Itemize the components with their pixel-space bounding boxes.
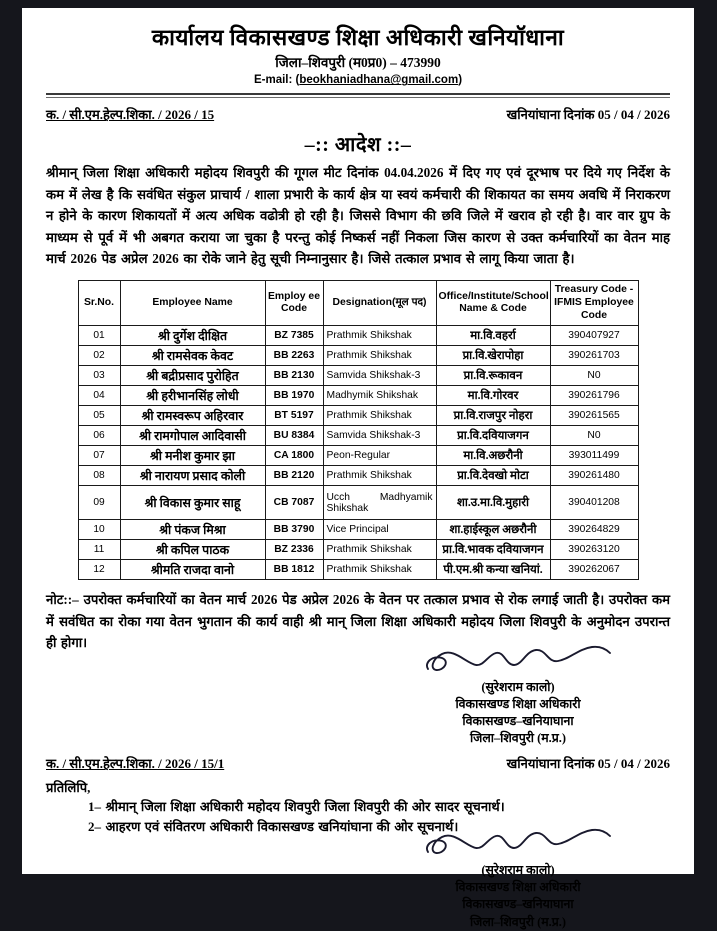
cell-employee-name: श्री रामस्वरूप अहिरवार (120, 406, 265, 426)
cell-office: पी.एम.श्री कन्या खनियां. (436, 560, 550, 580)
cell-employee-name: श्री हरीभानसिंह लोधी (120, 386, 265, 406)
cell-sr-no: 10 (78, 520, 120, 540)
cell-treasury-code: N0 (550, 366, 638, 386)
cell-employee-code: BB 2263 (265, 346, 323, 366)
cell-treasury-code: 390264829 (550, 520, 638, 540)
cell-office: प्रा.वि.रूकावन (436, 366, 550, 386)
cell-sr-no: 11 (78, 540, 120, 560)
table-row (78, 486, 638, 520)
column-header-office: Office/Institute/School Name & Code (436, 281, 550, 326)
order-heading: –:: आदेश ::– (304, 134, 412, 157)
cell-office: मा.वि.गोरवर (436, 386, 550, 406)
office-title: कार्यालय विकासखण्ड शिक्षा अधिकारी खनियॉधाना (151, 25, 565, 50)
document-page (22, 8, 694, 929)
cell-employee-code: BT 5197 (265, 406, 323, 426)
email-label: E-mail: ( (253, 74, 300, 87)
cell-designation: Ucch Madhyamik Shikshak (323, 486, 436, 520)
table-header-row (78, 281, 638, 326)
signature-mark-icon (388, 838, 648, 864)
copy-to-item: 1– श्रीमान् जिला शिक्षा अधिकारी महोदय शिवपुरी जिला शिवपुरी की ओर सादर सूचनार्थ। (88, 799, 505, 815)
cell-employee-name: श्री पंकज मिश्रा (120, 520, 265, 540)
signature-block-secondary (388, 838, 648, 930)
cell-sr-no: 02 (78, 346, 120, 366)
office-email-line (46, 74, 670, 86)
cell-designation: Madhymik Shikshak (323, 386, 436, 406)
place-date-top: खनियांघाना दिनांक 05 / 04 / 2026 (506, 107, 670, 123)
signatory-block: विकासखण्ड–खनियाघाना (462, 713, 574, 728)
cell-employee-name: श्री विकास कुमार साहू (120, 486, 265, 520)
cell-sr-no: 04 (78, 386, 120, 406)
table-row (78, 346, 638, 366)
column-header-employee-name: Employee Name (120, 281, 265, 326)
reference-line-bottom (46, 754, 670, 772)
cell-employee-code: BB 2120 (265, 466, 323, 486)
cell-sr-no: 05 (78, 406, 120, 426)
cell-employee-code: BZ 7385 (265, 326, 323, 346)
column-header-designation: Designation(मूल पद) (323, 281, 436, 326)
copy-to-heading: प्रतिलिपि, (46, 780, 91, 796)
cell-employee-name: श्री रामसेवक केवट (120, 346, 265, 366)
signature-mark-icon (388, 655, 648, 681)
table-row (78, 406, 638, 426)
cell-designation: Samvida Shikshak-3 (323, 426, 436, 446)
copy-to-item: 2– आहरण एवं संवितरण अधिकारी विकासखण्ड खनियांघाना की ओर सूचनार्थ। (88, 818, 459, 834)
cell-employee-name: श्री रामगोपाल आदिवासी (120, 426, 265, 446)
cell-office: मा.वि.अछरौनी (436, 446, 550, 466)
column-header-employee-code: Employ ee Code (265, 281, 323, 326)
cell-office: प्रा.वि.भावक दवियाजगन (436, 540, 550, 560)
signatory-designation: विकासखण्ड शिक्षा अधिकारी (455, 880, 581, 895)
cell-employee-code: BU 8384 (265, 426, 323, 446)
note-paragraph: नोट::– उपरोक्त कर्मचारियों का वेतन मार्च 2026 पेड अप्रेल 2026 के वेतन पर तत्काल प्रभाव से रोक लगाई जाती है। उपरोक्त कम में सवंधित का रोका गया वेतन भुगतान की कार्य वाही श्री मान् जिला शिक्षा अधिकारी महोदय जिला शिवपुरी के अनुमोदन उपरान्त ही होगा। (46, 592, 670, 650)
signatory-district: जिला–शिवपुरी (म.प्र.) (469, 914, 567, 929)
cell-designation: Samvida Shikshak-3 (323, 366, 436, 386)
cell-sr-no: 09 (78, 486, 120, 520)
cell-employee-name: श्री कपिल पाठक (120, 540, 265, 560)
signatory-name: (सुरेशराम कालो) (481, 863, 555, 878)
cell-treasury-code: 390262067 (550, 560, 638, 580)
cell-employee-name: श्री नारायण प्रसाद कोली (120, 466, 265, 486)
table-row (78, 520, 638, 540)
cell-treasury-code: 390401208 (550, 486, 638, 520)
letterhead (46, 24, 670, 86)
cell-office: प्रा.वि.राजपुर नोहरा (436, 406, 550, 426)
signatory-name: (सुरेशराम कालो) (481, 679, 555, 694)
column-header-treasury-code: Treasury Code - IFMIS Employee Code (550, 281, 638, 326)
reference-number-top: क. / सी.एम.हेल्प.शिका. / 2026 / 15 (46, 107, 215, 123)
cell-treasury-code: N0 (550, 426, 638, 446)
cell-designation: Peon-Regular (323, 446, 436, 466)
cell-office: प्रा.वि.देवखो मोटा (436, 466, 550, 486)
header-divider (46, 93, 670, 98)
email-address[interactable]: beokhaniadhana@gmail.com (299, 74, 459, 87)
cell-designation: Vice Principal (323, 520, 436, 540)
email-close-paren: ) (458, 74, 463, 87)
cell-treasury-code: 390261703 (550, 346, 638, 366)
cell-treasury-code: 390261480 (550, 466, 638, 486)
order-body-paragraph: श्रीमान् जिला शिक्षा अधिकारी महोदय शिवपुरी की गूगल मीट दिनांक 04.04.2026 में दिए गए एवं दूरभाष पर दिये गए निर्देश के कम में लेख है कि सवंधित संकुल प्राचार्य / शाला प्रभारी के कार्य क्षेत्र या स्वयं कर्मचारी की शिकायत का समय अवधि में निराकरण न होने के कारण शिकायतों में अत्य अधिक वढोत्री हो रही है। जिससे विभाग की छवि जिले में खराव हो रही है। वार वार ग्रुप के माध्यम से पूर्व में भी अबगत कराया जा चुका है परन्तु कोई निष्कर्स नहीं निकला जिस कारण से उक्त कर्मचारियों का वेतन माह मार्च 2026 पेड अप्रेल 2026 का रोके जाने हेतु सूची निम्नानुसार है। जिसे तत्काल प्रभाव से लागू किया जाता है। (46, 165, 670, 266)
cell-employee-code: CB 7087 (265, 486, 323, 520)
cell-sr-no: 03 (78, 366, 120, 386)
table-row (78, 540, 638, 560)
cell-treasury-code: 390263120 (550, 540, 638, 560)
cell-employee-name: श्री मनीश कुमार झा (120, 446, 265, 466)
cell-employee-code: BB 1970 (265, 386, 323, 406)
employee-table (78, 280, 639, 580)
table-row (78, 366, 638, 386)
table-row (78, 446, 638, 466)
cell-office: प्रा.वि.खेरापोहा (436, 346, 550, 366)
signatory-district: जिला–शिवपुरी (म.प्र.) (469, 731, 567, 746)
reference-line-top (46, 105, 670, 123)
cell-employee-code: BZ 2336 (265, 540, 323, 560)
column-header-sr-no: Sr.No. (78, 281, 120, 326)
signatory-designation: विकासखण्ड शिक्षा अधिकारी (455, 696, 581, 711)
cell-sr-no: 01 (78, 326, 120, 346)
cell-employee-code: BB 2130 (265, 366, 323, 386)
place-date-bottom: खनियांघाना दिनांक 05 / 04 / 2026 (506, 756, 670, 772)
table-row (78, 326, 638, 346)
signatory-block: विकासखण्ड–खनियाघाना (462, 897, 574, 912)
cell-designation: Prathmik Shikshak (323, 346, 436, 366)
office-district-line: जिला–शिवपुरी (म0प्र0) – 473990 (275, 55, 441, 71)
table-row (78, 426, 638, 446)
cell-sr-no: 12 (78, 560, 120, 580)
cell-employee-name: श्री बद्रीप्रसाद पुरोहित (120, 366, 265, 386)
table-row (78, 560, 638, 580)
cell-office: प्रा.वि.दवियाजगन (436, 426, 550, 446)
cell-office: मा.वि.वहर्रा (436, 326, 550, 346)
cell-treasury-code: 390261565 (550, 406, 638, 426)
cell-designation: Prathmik Shikshak (323, 560, 436, 580)
signature-block-primary (388, 655, 648, 747)
cell-treasury-code: 390261796 (550, 386, 638, 406)
cell-office: शा.हाईस्कूल अछरौनी (436, 520, 550, 540)
cell-designation: Prathmik Shikshak (323, 540, 436, 560)
cell-employee-code: BB 3790 (265, 520, 323, 540)
reference-number-bottom: क. / सी.एम.हेल्प.शिका. / 2026 / 15/1 (46, 756, 225, 772)
cell-employee-code: CA 1800 (265, 446, 323, 466)
cell-treasury-code: 390407927 (550, 326, 638, 346)
cell-designation: Prathmik Shikshak (323, 406, 436, 426)
cell-treasury-code: 393011499 (550, 446, 638, 466)
cell-sr-no: 08 (78, 466, 120, 486)
cell-sr-no: 07 (78, 446, 120, 466)
cell-employee-name: श्रीमति राजदा वानो (120, 560, 265, 580)
cell-office: शा.उ.मा.वि.मुहारी (436, 486, 550, 520)
table-row (78, 466, 638, 486)
cell-employee-code: BB 1812 (265, 560, 323, 580)
table-row (78, 386, 638, 406)
cell-sr-no: 06 (78, 426, 120, 446)
cell-designation: Prathmik Shikshak (323, 466, 436, 486)
cell-employee-name: श्री दुर्गेश दीक्षित (120, 326, 265, 346)
cell-designation: Prathmik Shikshak (323, 326, 436, 346)
